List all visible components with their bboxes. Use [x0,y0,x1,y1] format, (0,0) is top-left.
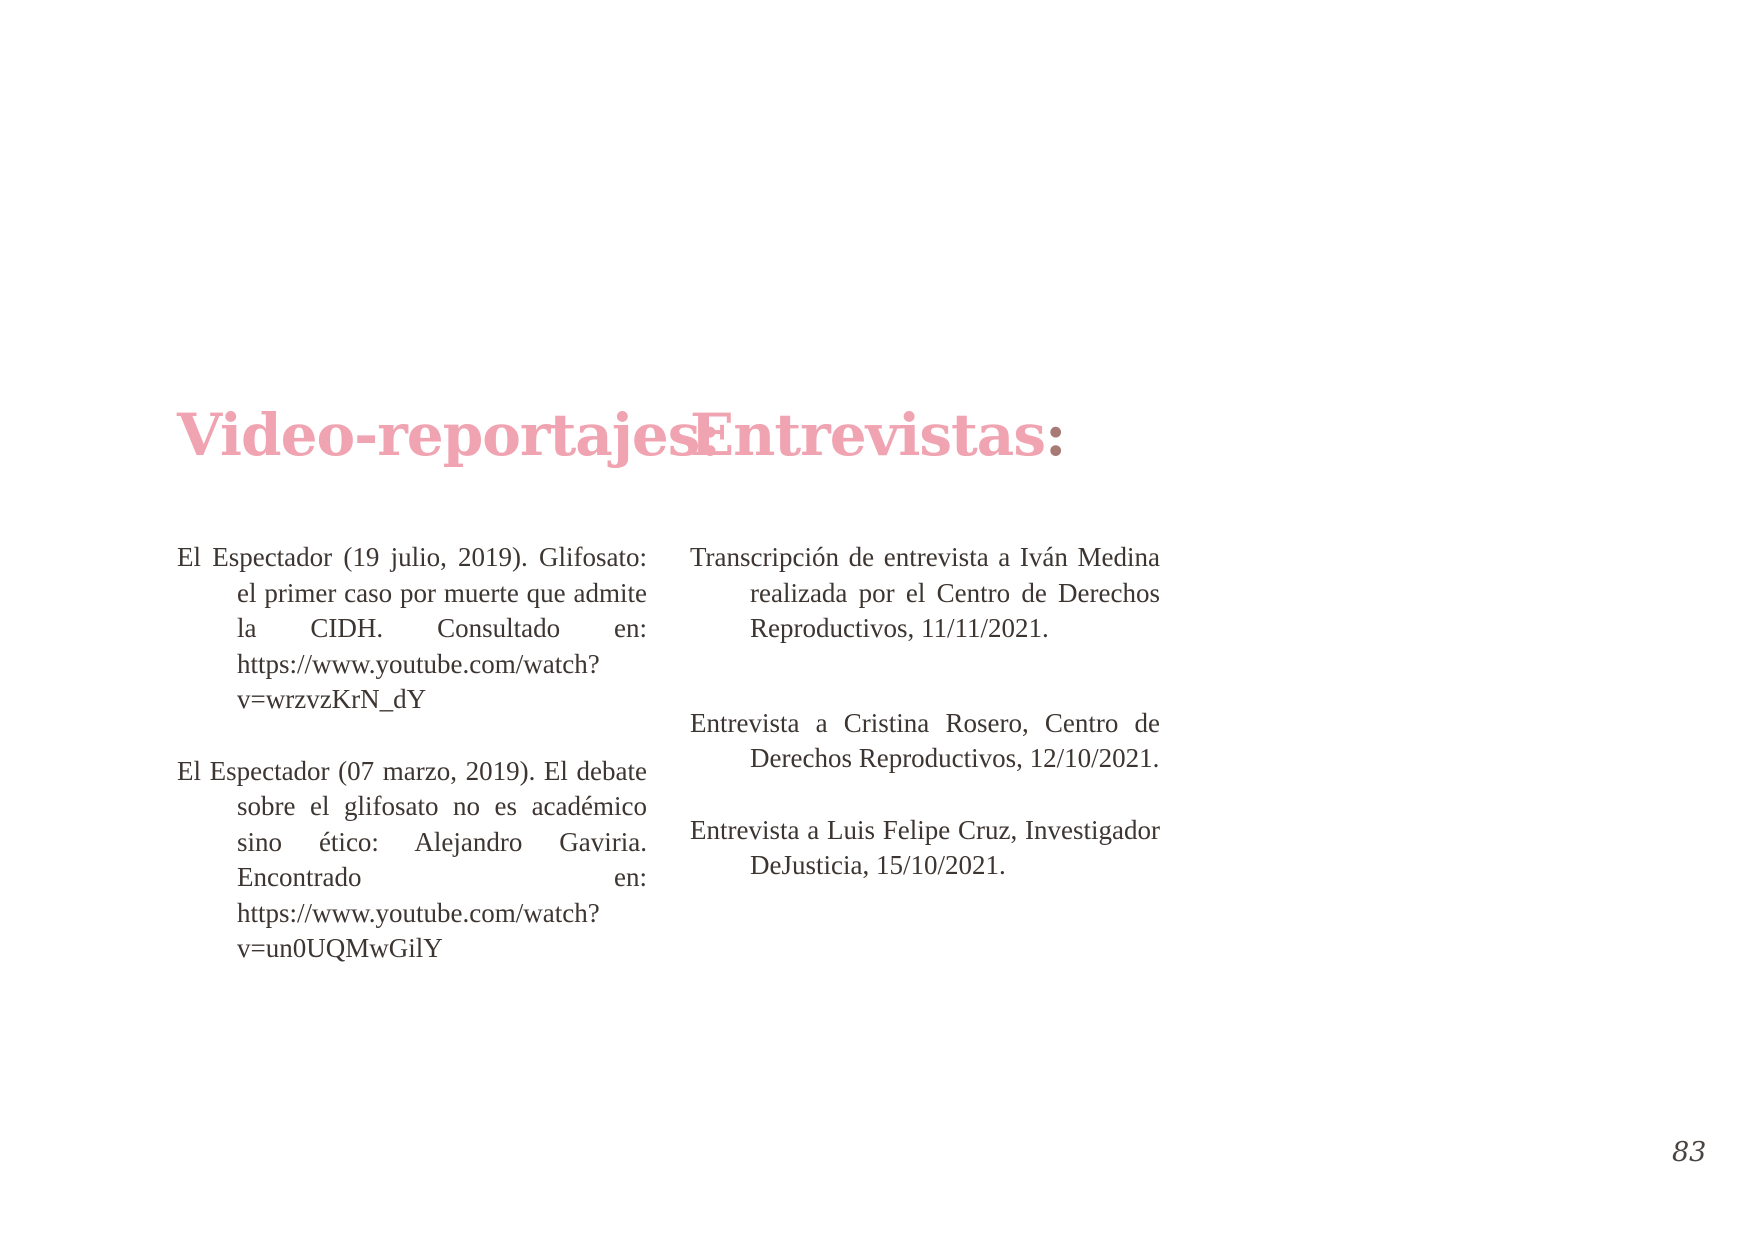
page-number: 83 [1672,1137,1707,1168]
entrevista-entry-3: Entrevista a Luis Felipe Cruz, Investigador DeJusticia, 15/10/2021. [690,814,1160,880]
entrevista-entry-2: Entrevista a Cristina Rosero, Centro de Derechos Reproductivos, 12/10/2021. [690,707,1160,773]
entrevistas-section [690,400,1160,880]
video-reportajes-list [177,540,647,967]
entrevistas-list [690,540,1160,884]
video-reportajes-heading: Video-reportajes: [177,401,720,469]
entrevistas-heading [690,400,1160,470]
video-reportaje-entry-2: El Espectador (07 marzo, 2019). El debate sobre el glifosato no es académico sino ético: Alejandro Gaviria. Encontrado en: https://www.youtube.com/watch?v=un0UQMwGilY [177,755,647,963]
entrevistas-heading-text: Entrevistas [690,401,1046,469]
entrevistas-heading-colon: : [1045,401,1066,469]
video-reportajes-section [177,400,720,963]
entrevista-entry-1: Transcripción de entrevista a Iván Medina realizada por el Centro de Derechos Reproductivos, 11/11/2021. [690,542,1160,643]
video-reportaje-entry-1: El Espectador (19 julio, 2019). Glifosato: el primer caso por muerte que admite la CIDH. Consultado en: https://www.youtube.com/watch?v=wrzvzKrN_dY [177,542,647,714]
